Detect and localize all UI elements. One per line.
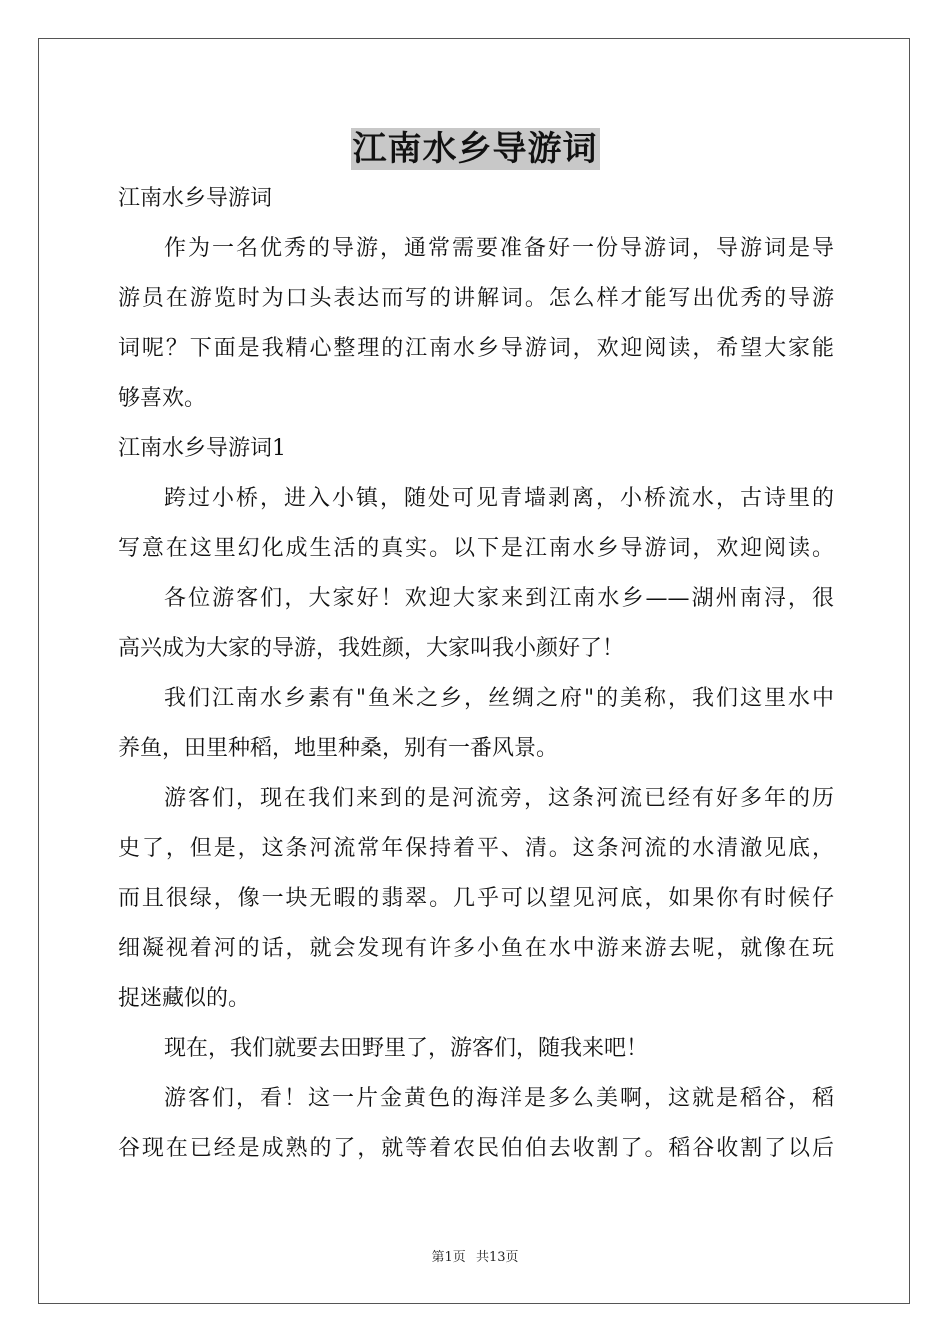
text-line: 跨过小桥，进入小镇，随处可见青墙剥离，小桥流水，古诗里的 xyxy=(164,486,834,511)
title-container xyxy=(0,128,950,170)
text-line: 写意在这里幻化成生活的真实。以下是江南水乡导游词，欢迎阅读。 xyxy=(118,536,834,561)
text-line: 词呢？下面是我精心整理的江南水乡导游词，欢迎阅读，希望大家能 xyxy=(118,336,834,361)
page-number: 第1页 xyxy=(431,1250,466,1265)
text-line: 游客们，看！这一片金黄色的海洋是多么美啊，这就是稻谷，稻 xyxy=(164,1086,834,1111)
text-line: 史了，但是，这条河流常年保持着平、清。这条河流的水清澈见底， xyxy=(118,836,834,861)
text-line: 各位游客们，大家好！欢迎大家来到江南水乡——湖州南浔，很 xyxy=(164,586,834,611)
text-line: 养鱼，田里种稻，地里种桑，别有一番风景。 xyxy=(118,736,559,761)
text-line: 游员在游览时为口头表达而写的讲解词。怎么样才能写出优秀的导游 xyxy=(118,286,834,311)
text-line: 我们江南水乡素有"鱼米之乡，丝绸之府"的美称，我们这里水中 xyxy=(164,686,834,711)
text-line: 游客们，现在我们来到的是河流旁，这条河流已经有好多年的历 xyxy=(164,786,834,811)
text-line: 捉迷藏似的。 xyxy=(118,986,251,1011)
text-line: 细凝视着河的话，就会发现有许多小鱼在水中游来游去呢，就像在玩 xyxy=(118,936,834,961)
page-footer xyxy=(0,1246,950,1265)
text-line: 高兴成为大家的导游，我姓颜，大家叫我小颜好了！ xyxy=(118,636,625,661)
page-total: 共13页 xyxy=(475,1250,519,1265)
text-line: 江南水乡导游词 xyxy=(118,186,273,211)
text-line: 作为一名优秀的导游，通常需要准备好一份导游词，导游词是导 xyxy=(164,236,834,261)
text-line: 而且很绿，像一块无暇的翡翠。几乎可以望见河底，如果你有时候仔 xyxy=(118,886,834,911)
document-body xyxy=(118,174,834,1174)
text-line: 够喜欢。 xyxy=(118,386,207,411)
text-line: 江南水乡导游词1 xyxy=(118,436,286,461)
text-line: 现在，我们就要去田野里了，游客们，随我来吧！ xyxy=(164,1036,649,1061)
text-line: 谷现在已经是成熟的了，就等着农民伯伯去收割了。稻谷收割了以后 xyxy=(118,1136,834,1161)
document-title: 江南水乡导游词 xyxy=(352,129,598,169)
